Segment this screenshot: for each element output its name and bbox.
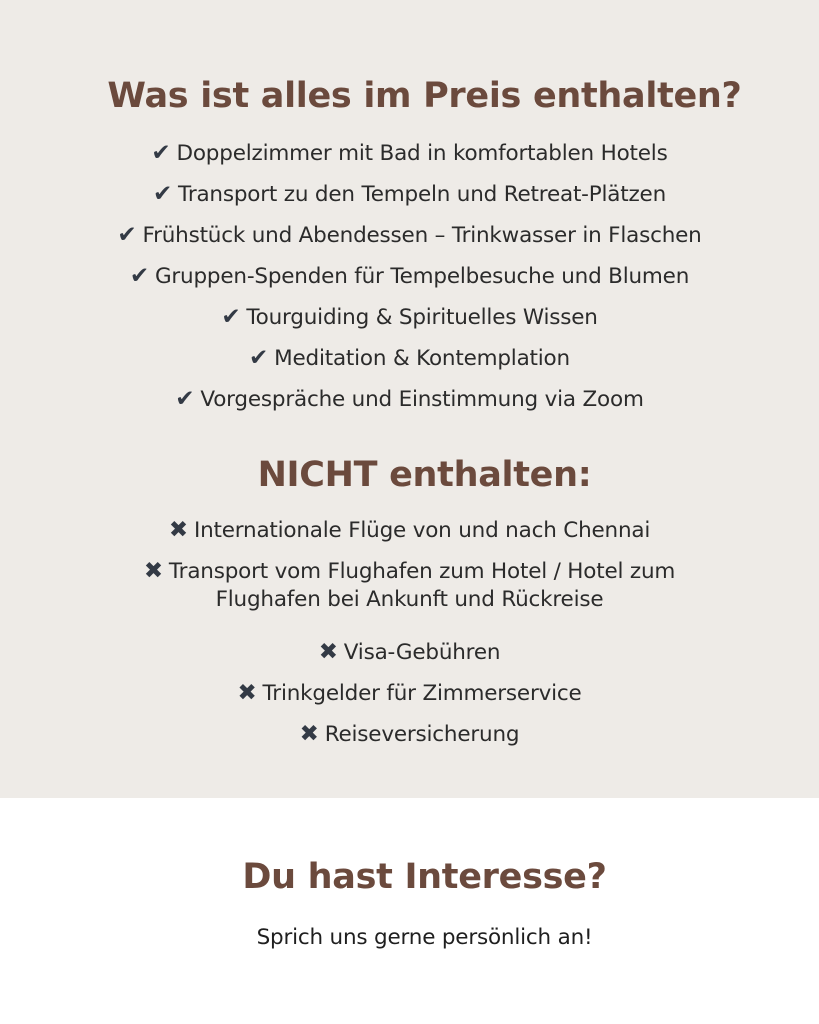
interest-heading: Du hast Interesse? — [242, 857, 607, 897]
list-item — [0, 632, 819, 673]
excluded-heading: NICHT enthalten: — [257, 455, 592, 495]
cross-icon: ✖ — [237, 680, 257, 706]
cross-icon: ✖ — [318, 639, 338, 665]
list-item-text: Tourguiding & Spirituelles Wissen — [246, 305, 598, 330]
list-item-text: Frühstück und Abendessen – Trinkwasser in Flaschen — [142, 223, 702, 248]
list-item — [0, 297, 819, 338]
list-item-text: Doppelzimmer mit Bad in komfortablen Hotels — [176, 141, 668, 166]
list-item-text-continued: Flughafen bei Ankunft und Rückreise — [215, 587, 604, 612]
list-item-text: Transport zu den Tempeln und Retreat-Plätzen — [178, 182, 667, 207]
list-item-text: Internationale Flüge von und nach Chennai — [193, 518, 651, 543]
contact-section — [0, 798, 819, 1024]
included-heading: Was ist alles im Preis enthalten? — [107, 76, 742, 116]
list-item-text: Meditation & Kontemplation — [274, 346, 570, 371]
list-item — [0, 215, 819, 256]
cross-icon: ✖ — [299, 721, 319, 747]
list-item-text: Trinkgelder für Zimmerservice — [262, 681, 582, 706]
list-item-text: Transport vom Flughafen zum Hotel / Hotel zum — [168, 559, 676, 584]
list-item — [0, 673, 819, 714]
checkmark-icon: ✔ — [151, 140, 171, 166]
list-item-text: Reiseversicherung — [324, 722, 520, 747]
list-item-text: Vorgespräche und Einstimmung via Zoom — [200, 387, 644, 412]
checkmark-icon: ✔ — [221, 304, 241, 330]
contact-text: Sprich uns gerne persönlich an! — [256, 925, 593, 950]
list-item — [0, 256, 819, 297]
list-item — [0, 133, 819, 174]
cross-icon: ✖ — [143, 558, 163, 584]
list-item — [0, 174, 819, 215]
checkmark-icon: ✔ — [117, 222, 137, 248]
cross-icon: ✖ — [168, 517, 188, 543]
checkmark-icon: ✔ — [129, 263, 149, 289]
list-item — [0, 551, 819, 632]
list-item — [0, 714, 819, 755]
list-item — [0, 510, 819, 551]
included-list — [0, 133, 819, 420]
checkmark-icon: ✔ — [152, 181, 173, 207]
excluded-list — [0, 510, 819, 755]
checkmark-icon: ✔ — [175, 386, 195, 412]
list-item — [0, 338, 819, 379]
checkmark-icon: ✔ — [249, 345, 269, 371]
list-item-text: Gruppen-Spenden für Tempelbesuche und Blumen — [154, 264, 690, 289]
list-item — [0, 379, 819, 420]
list-item-text: Visa-Gebühren — [343, 640, 501, 665]
